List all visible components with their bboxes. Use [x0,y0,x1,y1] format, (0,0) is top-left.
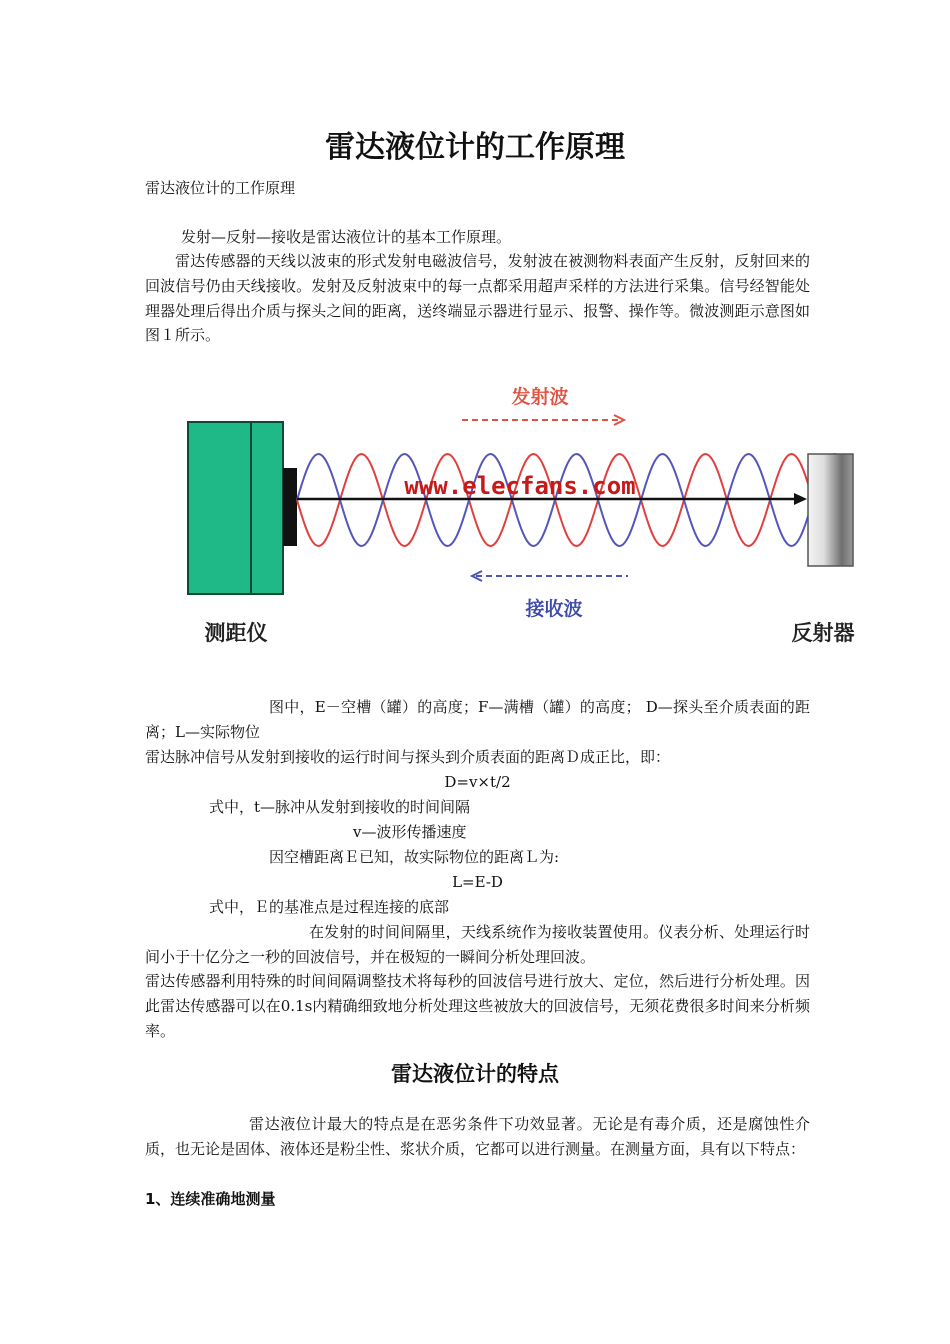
rx-wave-label: 接收波 [525,598,583,620]
intro-paragraph-1: 发射—反射—接收是雷达液位计的基本工作原理。 [181,228,512,246]
page-title: 雷达液位计的工作原理 [325,130,625,165]
reflector-label: 反射器 [791,621,855,645]
body-paragraph-4: 雷达传感器利用特殊的时间间隔调整技术将每秒的回波信号进行放大、定位，然后进行分析处理。因此雷达传感器可以在0.1s内精确细致地分析处理这些被放大的回波信号，无须花费很多时间来分析频率。 [145,972,810,1040]
section-paragraph-1: 雷达液位计最大的特点是在恶劣条件下功效显著。无论是有毒介质，还是腐蚀性介质，也无论是固体、液体还是粉尘性、浆状介质，它都可以进行测量。在测量方面，具有以下特点： [145,1115,810,1158]
section-heading: 雷达液位计的特点 [391,1062,559,1086]
where-t: 式中，t—脉冲从发射到接收的时间间隔 [209,798,471,816]
ranging-diagram [180,370,870,660]
body-line-2: 因空槽距离Ｅ已知，故实际物位的距离Ｌ为: [269,848,560,866]
intro-paragraph-2: 雷达传感器的天线以波束的形式发射电磁波信号，发射波在被测物料表面产生反射，反射回来的回波信号仍由天线接收。发射及反射波束中的每一点都采用超声采样的方法进行采集。信号经智能处理器处理后得出介质与探头之间的距离，送终端显示器进行显示、报警、操作等。微波测距示意图如图１所示。 [145,252,810,345]
range-finder-label: 测距仪 [204,621,268,645]
where-v: v—波形传播速度 [353,823,467,841]
rx-direction-arrow [472,571,628,581]
tx-wave-label: 发射波 [511,386,569,408]
where-e: 式中，Ｅ的基准点是过程连接的底部 [209,898,450,916]
list-item-1: 1、连续准确地测量 [145,1190,276,1208]
tx-direction-arrow [462,415,624,425]
figure-caption: 图中，E－空槽（罐）的高度；F—满槽（罐）的高度； D—探头至介质表面的距离；L—实际物位 [145,698,810,741]
reflector-device [808,454,853,566]
formula-2: L=E-D [452,873,503,891]
watermark-text: www.elecfans.com [404,472,636,500]
body-line-1: 雷达脉冲信号从发射到接收的运行时间与探头到介质表面的距离Ｄ成正比，即： [145,748,671,766]
body-paragraph-3: 在发射的时间间隔里，天线系统作为接收装置使用。仪表分析、处理运行时间小于十亿分之一秒的回波信号，并在极短的一瞬间分析处理回波。 [145,923,810,966]
subtitle: 雷达液位计的工作原理 [145,179,296,197]
formula-1: D=v×t/2 [444,773,511,791]
range-finder-device [188,422,297,594]
